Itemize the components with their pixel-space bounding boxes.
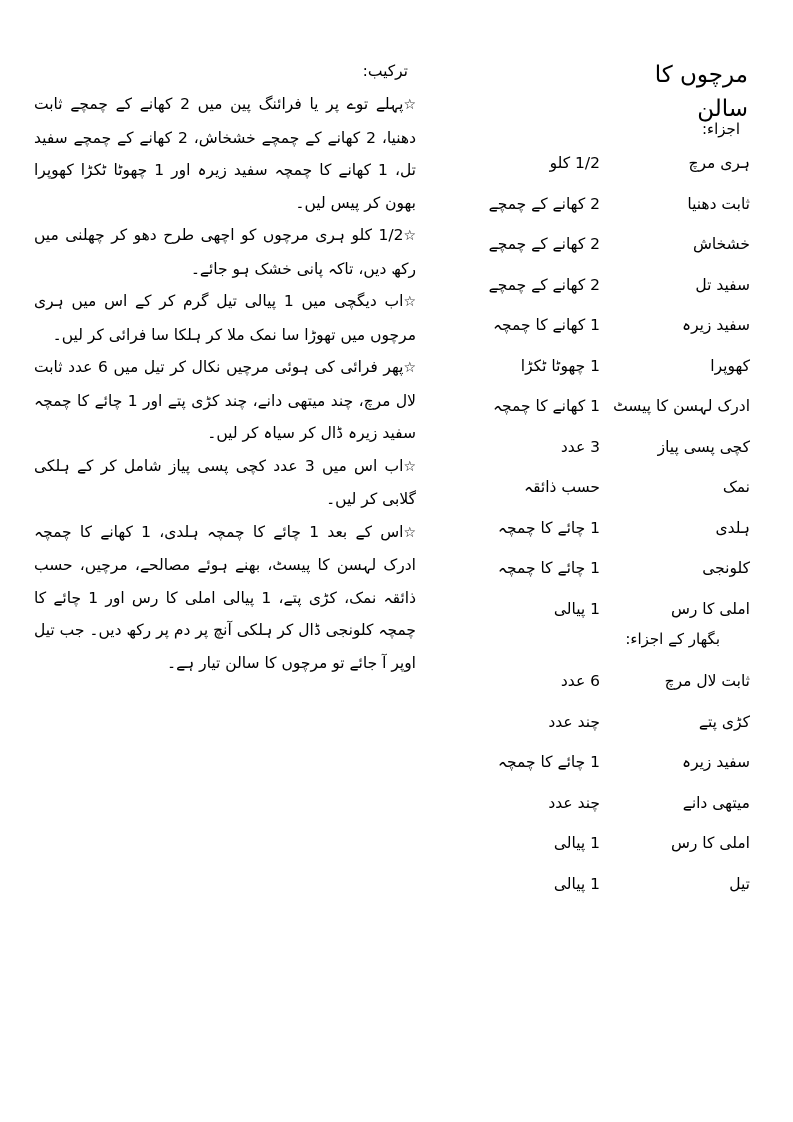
ingredient-row [470, 594, 750, 628]
ingredient-name: سفید زیرہ [681, 316, 750, 334]
star-icon: ☆ [403, 360, 416, 376]
method-steps [34, 88, 416, 679]
ingredient-quantity: 2 کھانے کے چمچے [488, 275, 600, 294]
ingredient-name: ثابت لال مرچ [664, 672, 750, 690]
ingredient-name: کھوپرا [710, 356, 750, 375]
ingredient-quantity: چند عدد [548, 793, 600, 812]
method-heading: ترکیب: [362, 62, 408, 80]
ingredient-quantity: 1 چائے کا چمچہ [497, 753, 600, 771]
ingredient-row [470, 788, 750, 822]
ingredient-quantity: 1/2 کلو [549, 154, 600, 172]
ingredient-quantity: 1 پیالی [553, 874, 600, 893]
ingredient-quantity: 1 چائے کا چمچہ [497, 559, 600, 577]
ingredient-quantity: 1 کھانے کا چمچہ [492, 397, 600, 415]
method-step-text: پہلے توے پر یا فرائنگ پین میں 2 کھانے کے چمچے ثابت دھنیا، 2 کھانے کے چمچے خشخاش، 2 کھانے کے چمچے سفید تل، 1 کھانے کا چمچہ سفید زیرہ اور 1 چھوٹا ٹکڑا کھوپرا بھون کر پیس لیں۔ [34, 95, 416, 212]
ingredient-name: ہلدی [715, 518, 750, 537]
ingredient-row [470, 229, 750, 263]
ingredient-name: سفید زیرہ [681, 753, 750, 771]
method-step-text: پھر فرائی کی ہوئی مرچیں نکال کر تیل میں 6 عدد ثابت لال مرچ، چند میتھی دانے، چند کڑی پتے اور 1 چائے کا چمچہ سفید زیرہ ڈال کر سیاہ کر لیں۔ [34, 358, 416, 442]
ingredient-quantity: 1 کھانے کا چمچہ [492, 316, 600, 334]
star-icon: ☆ [403, 524, 416, 541]
method-step-text: اب دیگچی میں 1 پیالی تیل گرم کر کے اس میں ہری مرچوں میں تھوڑا سا نمک ملا کر ہلکا سا فرائی کر لیں۔ [34, 292, 416, 344]
ingredient-quantity: 3 عدد [560, 437, 600, 456]
ingredient-quantity: 2 کھانے کے چمچے [488, 194, 600, 213]
ingredient-row [470, 747, 750, 781]
ingredient-name: ادرک لہسن کا پیسٹ [613, 397, 750, 415]
star-icon: ☆ [403, 97, 417, 113]
ingredient-name: نمک [722, 478, 750, 496]
ingredient-name: کلونجی [702, 559, 750, 577]
ingredient-quantity: حسب ذائقہ [523, 478, 600, 496]
ingredient-row [470, 666, 750, 700]
ingredient-row [470, 513, 750, 547]
ingredient-quantity: 1 پیالی [553, 599, 600, 618]
ingredients-label: اجزاء: [702, 120, 740, 138]
ingredient-quantity: 2 کھانے کے چمچے [488, 235, 600, 253]
ingredient-name: کڑی پتے [698, 712, 750, 731]
method-step [34, 450, 416, 516]
ingredient-row [470, 472, 750, 506]
ingredient-name: سفید تل [695, 275, 750, 294]
method-step [34, 285, 416, 351]
ingredient-name: میتھی دانے [682, 793, 750, 812]
method-step [34, 88, 416, 219]
ingredient-row [470, 189, 750, 223]
method-step-text: اس کے بعد 1 چائے کا چمچہ ہلدی، 1 کھانے کا چمچہ ادرک لہسن کا پیسٹ، بھنے ہوئے مصالحے، مرچیں، حسب ذائقہ نمک، کڑی پتے، 1 پیالی املی کا رس اور 1 چائے کا چمچہ کلونجی ڈال کر ہلکی آنچ پر دم پر رکھ دیں۔ جب تیل اوپر آ جائے تو مرچوں کا سالن تیار ہے۔ [34, 522, 416, 672]
ingredient-row [470, 148, 750, 182]
ingredient-row [470, 310, 750, 344]
method-step [34, 219, 416, 285]
ingredient-name: املی کا رس [670, 599, 750, 618]
ingredient-row [470, 707, 750, 741]
ingredient-row [470, 391, 750, 425]
ingredient-name: ثابت دھنیا [687, 194, 750, 213]
ingredient-quantity: 1 چھوٹا ٹکڑا [520, 356, 600, 375]
ingredient-row [470, 351, 750, 385]
ingredient-name: تیل [729, 874, 750, 893]
method-step [34, 516, 416, 680]
ingredient-name: خشخاش [692, 235, 750, 253]
ingredient-name: کچی پسی پیاز [657, 437, 750, 456]
ingredient-name: ہری مرچ [688, 154, 750, 172]
star-icon: ☆ [403, 228, 416, 244]
star-icon: ☆ [403, 294, 416, 310]
method-step-text: 1/2 کلو ہری مرچوں کو اچھی طرح دھو کر چھلنی میں رکھ دیں، تاکہ پانی خشک ہو جائے۔ [34, 226, 416, 278]
ingredient-row [470, 270, 750, 304]
method-step-text: اب اس میں 3 عدد کچی پسی پیاز شامل کر کے ہلکی گلابی کر لیں۔ [34, 456, 416, 508]
ingredient-row [470, 432, 750, 466]
ingredient-row [470, 828, 750, 862]
ingredient-quantity: 6 عدد [560, 672, 600, 690]
ingredient-quantity: 1 پیالی [553, 834, 600, 852]
tempering-label: بگھار کے اجزاء: [625, 630, 720, 648]
method-step [34, 351, 416, 450]
ingredient-quantity: 1 چائے کا چمچہ [497, 518, 600, 537]
ingredient-name: املی کا رس [670, 834, 750, 852]
recipe-title: مرچوں کا سالن [654, 62, 748, 122]
ingredient-quantity: چند عدد [548, 712, 600, 731]
ingredient-row [470, 869, 750, 903]
ingredient-row [470, 553, 750, 587]
star-icon: ☆ [403, 458, 416, 475]
